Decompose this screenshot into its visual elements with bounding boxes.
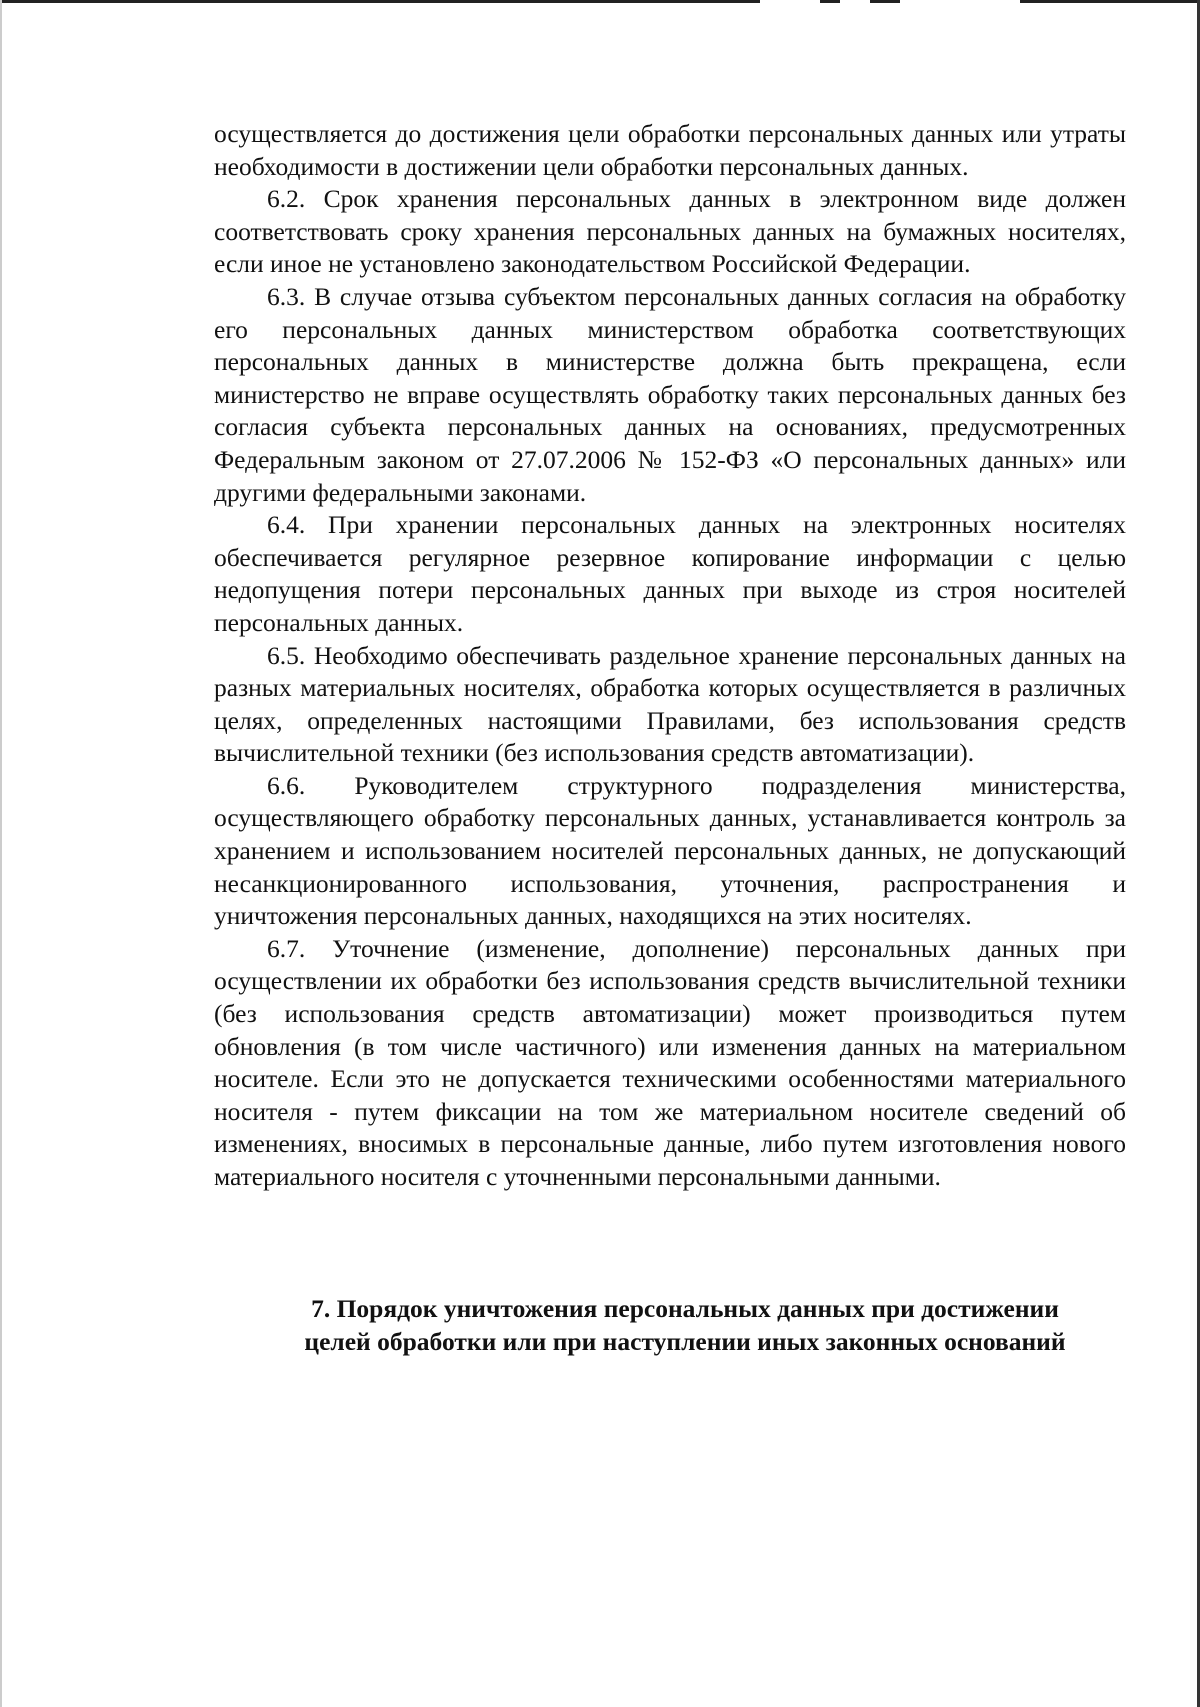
- paragraph-6-3: 6.3. В случае отзыва субъектом персональных данных согласия на обработку его персональных данных министерством обработка соответствующих персональных данных в министерстве должна быть прекращена, если министерство не вправе осуществлять обработку таких персональных данных без согласия субъекта персональных данных на основаниях, предусмотренных Федеральным законом от 27.07.2006 № 152-ФЗ «О персональных данных» или другими федеральными законами.: [214, 281, 1126, 507]
- paragraph-6-5: 6.5. Необходимо обеспечивать раздельное хранение персональных данных на разных материальных носителях, обработка которых осуществляется в различных целях, определенных настоящими Правилами, без использования средств вычислительной техники (без использования средств автоматизации).: [214, 640, 1126, 768]
- section-7-heading-line-1: 7. Порядок уничтожения персональных данных при достижении: [311, 1293, 1059, 1323]
- paragraph-6-7: 6.7. Уточнение (изменение, дополнение) персональных данных при осуществлении их обработки без использования средств вычислительной техники (без использования средств автоматизации) может производиться путем обновления (в том числе частичного) или изменения данных на материальном носителе. Если это не допускается техническими особенностями материального носителя - путем фиксации на том же материальном носителе сведений об изменениях, вносимых в персональные данные, либо путем изготовления нового материального носителя с уточненными персональными данными.: [214, 933, 1126, 1191]
- section-7-heading-line-2: целей обработки или при наступлении иных законных оснований: [304, 1326, 1066, 1356]
- section-spacer: [214, 1194, 1126, 1292]
- paragraph-6-2: 6.2. Срок хранения персональных данных в электронном виде должен соответствовать сроку хранения персональных данных на бумажных носителях, если иное не установлено законодательством Российской Федерации.: [214, 184, 1126, 279]
- paragraph-continuation: осуществляется до достижения цели обработки персональных данных или утраты необходимости в достижении цели обработки персональных данных.: [214, 119, 1126, 181]
- paragraph-6-6: 6.6. Руководителем структурного подразделения министерства, осуществляющего обработку персональных данных, устанавливается контроль за хранением и использованием носителей персональных данных, не допускающий несанкционированного использования, уточнения, распространения и уничтожения персональных данных, находящихся на этих носителях.: [214, 770, 1126, 931]
- paragraph-6-4: 6.4. При хранении персональных данных на электронных носителях обеспечивается регулярное резервное копирование информации с целью недопущения потери персональных данных при выходе из строя носителей персональных данных.: [214, 510, 1126, 637]
- scan-border-top: [0, 0, 1200, 3]
- document-body: [214, 118, 1126, 1358]
- scan-border-left: [0, 0, 2, 1707]
- section-7-heading: [214, 1292, 1126, 1358]
